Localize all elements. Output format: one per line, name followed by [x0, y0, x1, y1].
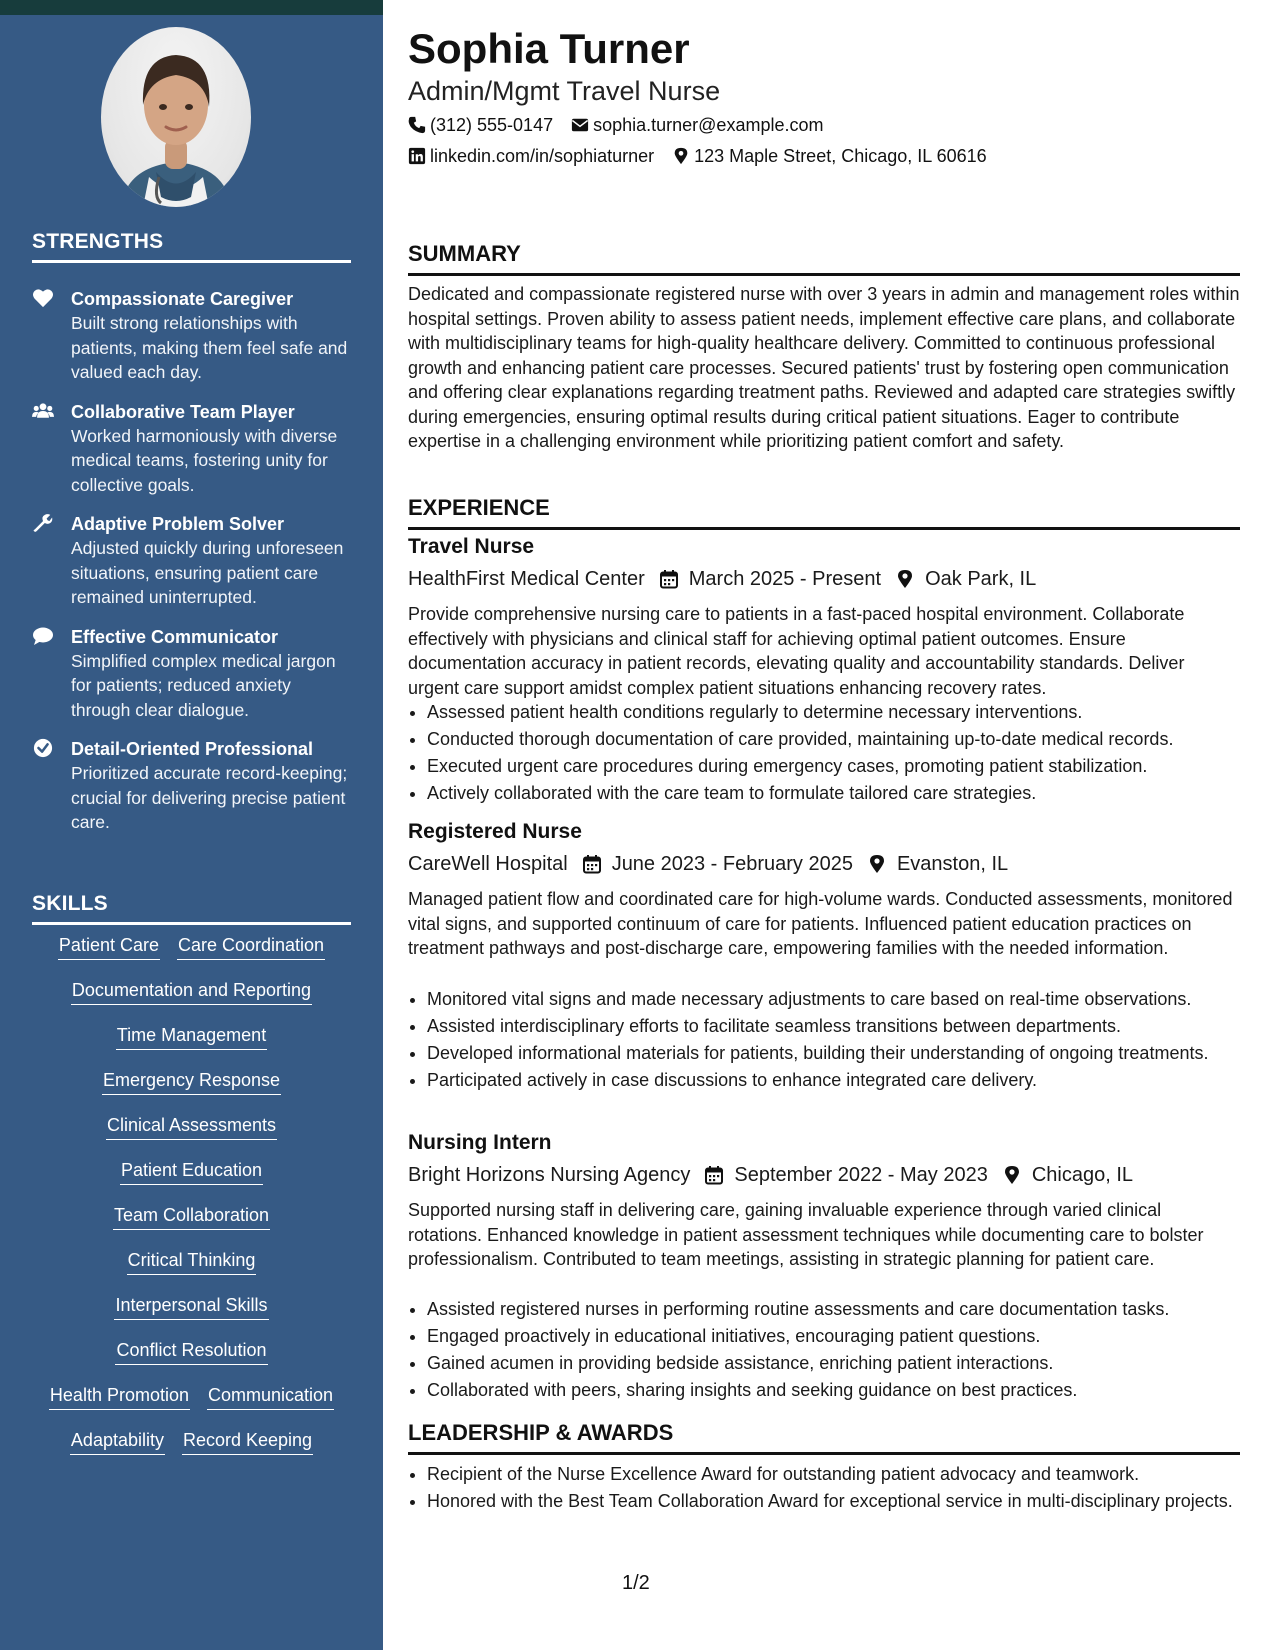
skill-tag: Conflict Resolution	[115, 1338, 267, 1365]
email-contact[interactable]	[571, 113, 823, 137]
strength-title: Effective Communicator	[71, 626, 279, 647]
skill-tag: Emergency Response	[102, 1068, 281, 1095]
job-bullet: • Developed informational materials for patients, building their understanding of ongoing treatments.	[427, 1041, 1247, 1066]
job-location: Evanston, IL	[896, 853, 1009, 875]
skill-row	[32, 1293, 351, 1338]
skill-row	[32, 1428, 351, 1473]
calendar-icon	[704, 1165, 724, 1185]
candidate-title: Admin/Mgmt Travel Nurse	[408, 76, 721, 106]
envelope-icon	[571, 116, 589, 134]
job-meta	[408, 565, 1036, 593]
email-text: sophia.turner@example.com	[593, 115, 824, 135]
strength-title: Compassionate Caregiver	[71, 289, 294, 309]
skill-tag: Clinical Assessments	[106, 1113, 277, 1140]
linkedin-text: linkedin.com/in/sophiaturner	[430, 146, 655, 166]
address-text: 123 Maple Street, Chicago, IL 60616	[694, 146, 987, 166]
job-bullet: • Collaborated with peers, sharing insights and seeking guidance on best practices.	[427, 1378, 1247, 1403]
strength-item	[32, 512, 351, 610]
job-meta	[408, 850, 1008, 878]
skills-heading: SKILLS	[32, 892, 351, 925]
map-pin-icon	[867, 854, 887, 874]
page-number: 1/2	[622, 1572, 650, 1594]
summary-text: Dedicated and compassionate registered nurse with over 3 years in admin and management roles within hospital settings. Proven ability to assess patient needs, implement effective care plans, and collaborate with multidisciplinary teams for high-quality healthcare delivery. Committed to continuous professional growth and enhancing patient care processes. Secured patients' trust by fostering open communication and offering clear explanations regarding treatment paths. Reviewed and adapted care strategies swiftly during emergencies, ensuring optimal results during critical patient situations. Eager to contribute expertise in a challenging environment while prioritizing patient comfort and safety.	[408, 284, 1240, 451]
strength-title: Detail-Oriented Professional	[71, 739, 314, 759]
wrench-icon	[32, 513, 54, 533]
award-item: • Recipient of the Nurse Excellence Award for outstanding patient advocacy and teamwork.	[427, 1462, 1247, 1487]
strength-description: Simplified complex medical jargon for patients; reduced anxiety through clear dialogue.	[71, 650, 336, 720]
skill-tag: Time Management	[116, 1023, 267, 1050]
phone-text: (312) 555-0147	[430, 115, 554, 135]
award-item: • Honored with the Best Team Collaboration Award for exceptional service in multi-disciplinary projects.	[427, 1489, 1247, 1514]
profile-portrait-image	[101, 27, 251, 207]
job-company: HealthFirst Medical Center	[408, 568, 645, 590]
profile-photo	[101, 27, 251, 207]
job-bullet: • Participated actively in case discussions to enhance integrated care delivery.	[427, 1068, 1247, 1093]
skill-row	[32, 933, 351, 978]
skill-tag: Communication	[207, 1383, 334, 1410]
job-bullet: • Executed urgent care procedures during emergency cases, promoting patient stabilization.	[427, 754, 1247, 779]
job-dates: June 2023 - February 2025	[611, 853, 853, 875]
awards-heading: LEADERSHIP & AWARDS	[408, 1419, 1240, 1455]
skill-row	[32, 1203, 351, 1248]
contact-row	[408, 113, 823, 137]
skill-row	[32, 1113, 351, 1158]
job-bullet: • Gained acumen in providing bedside assistance, enriching patient interactions.	[427, 1351, 1247, 1376]
strength-item	[32, 737, 351, 835]
heart-icon	[32, 288, 54, 308]
skill-row	[32, 1068, 351, 1113]
map-pin-icon	[672, 147, 690, 165]
job-bullet: • Assessed patient health conditions regularly to determine necessary interventions.	[427, 700, 1247, 725]
users-icon	[32, 401, 54, 421]
skill-row	[32, 978, 351, 1023]
comment-icon	[32, 626, 54, 646]
strength-description: Built strong relationships with patients, making them feel safe and valued each day.	[71, 313, 348, 382]
skill-tag: Care Coordination	[177, 933, 325, 960]
job-bullet: • Engaged proactively in educational initiatives, encouraging patient questions.	[427, 1324, 1247, 1349]
skill-tag: Interpersonal Skills	[114, 1293, 268, 1320]
strength-item	[32, 625, 351, 723]
job-location: Chicago, IL	[1031, 1164, 1134, 1186]
skill-tag: Health Promotion	[49, 1383, 190, 1410]
skill-tag: Documentation and Reporting	[71, 978, 312, 1005]
phone-icon	[408, 116, 426, 134]
job-bullet: • Monitored vital signs and made necessary adjustments to care based on real-time observations.	[427, 987, 1247, 1012]
summary-heading: SUMMARY	[408, 240, 1240, 276]
skill-tag: Patient Care	[58, 933, 160, 960]
phone-contact[interactable]	[408, 113, 553, 137]
job-title: Travel Nurse	[408, 535, 535, 558]
job-description: Managed patient flow and coordinated care for high-volume wards. Conducted assessments, monitored vital signs, and supported continuum of care for patients. Influenced patient education practices on treatment pathways and post-discharge care, empowering families with the needed information.	[408, 889, 1233, 958]
strengths-heading: STRENGTHS	[32, 230, 351, 263]
linkedin-contact[interactable]	[408, 144, 654, 168]
skill-tag: Critical Thinking	[127, 1248, 257, 1275]
job-bullets	[408, 987, 1247, 1095]
check-circle-icon	[32, 738, 54, 758]
job-title: Registered Nurse	[408, 820, 582, 843]
job-bullet: • Conducted thorough documentation of care provided, maintaining up-to-date medical records.	[427, 727, 1247, 752]
job-bullet: • Actively collaborated with the care team to formulate tailored care strategies.	[427, 781, 1247, 806]
job-meta	[408, 1161, 1133, 1189]
candidate-name: Sophia Turner	[408, 25, 690, 72]
skill-row	[32, 1383, 351, 1428]
linkedin-icon	[408, 147, 426, 165]
job-location: Oak Park, IL	[925, 568, 1037, 590]
address-contact	[672, 144, 987, 168]
job-dates: March 2025 - Present	[688, 568, 882, 590]
job-bullet: • Assisted registered nurses in performing routine assessments and care documentation tasks.	[427, 1297, 1247, 1322]
map-pin-icon	[1002, 1165, 1022, 1185]
job-company: Bright Horizons Nursing Agency	[408, 1164, 691, 1186]
strength-description: Prioritized accurate record-keeping; crucial for delivering precise patient care.	[71, 763, 348, 832]
calendar-icon	[582, 854, 602, 874]
strength-item	[32, 287, 351, 385]
skill-tag: Adaptability	[70, 1428, 165, 1455]
top-accent-bar	[0, 0, 383, 15]
skill-row	[32, 1338, 351, 1383]
job-dates: September 2022 - May 2023	[734, 1164, 988, 1186]
job-bullet: • Assisted interdisciplinary efforts to facilitate seamless transitions between departments.	[427, 1014, 1247, 1039]
job-description: Provide comprehensive nursing care to patients in a fast-paced hospital environment. Collaborate effectively with physicians and clinical staff for achieving optimal patient outcomes. Ensure documentation accuracy in patient records, elevating quality and accountability standards. Deliver urgent care support amidst complex patient situations enhancing recovery rates.	[408, 604, 1185, 698]
experience-heading: EXPERIENCE	[408, 494, 1240, 530]
skill-tag: Record Keeping	[182, 1428, 313, 1455]
skills-list	[32, 933, 351, 1473]
skill-row	[32, 1158, 351, 1203]
strength-item	[32, 400, 351, 498]
strength-title: Adaptive Problem Solver	[71, 514, 285, 534]
sidebar	[0, 15, 383, 1650]
calendar-icon	[659, 569, 679, 589]
skill-row	[32, 1023, 351, 1068]
job-bullets	[408, 1297, 1247, 1405]
awards-list	[408, 1462, 1247, 1516]
job-bullets	[408, 700, 1247, 808]
strength-description: Adjusted quickly during unforeseen situations, ensuring patient care remained uninterrupted.	[71, 538, 344, 607]
job-description: Supported nursing staff in delivering care, gaining invaluable experience through varied clinical rotations. Enhanced knowledge in patient assessment techniques while documenting care to bolster professionalism. Contributed to team meetings, assisting in strategic planning for patient care.	[408, 1200, 1204, 1269]
strength-description: Worked harmoniously with diverse medical teams, fostering unity for collective goals.	[71, 425, 338, 495]
skill-tag: Patient Education	[120, 1158, 263, 1185]
strength-title: Collaborative Team Player	[71, 401, 295, 422]
strengths-list	[32, 287, 351, 850]
job-company: CareWell Hospital	[408, 853, 568, 875]
map-pin-icon	[895, 569, 915, 589]
skill-row	[32, 1248, 351, 1293]
job-title: Nursing Intern	[408, 1131, 552, 1154]
contact-row	[408, 144, 987, 168]
skill-tag: Team Collaboration	[113, 1203, 270, 1230]
